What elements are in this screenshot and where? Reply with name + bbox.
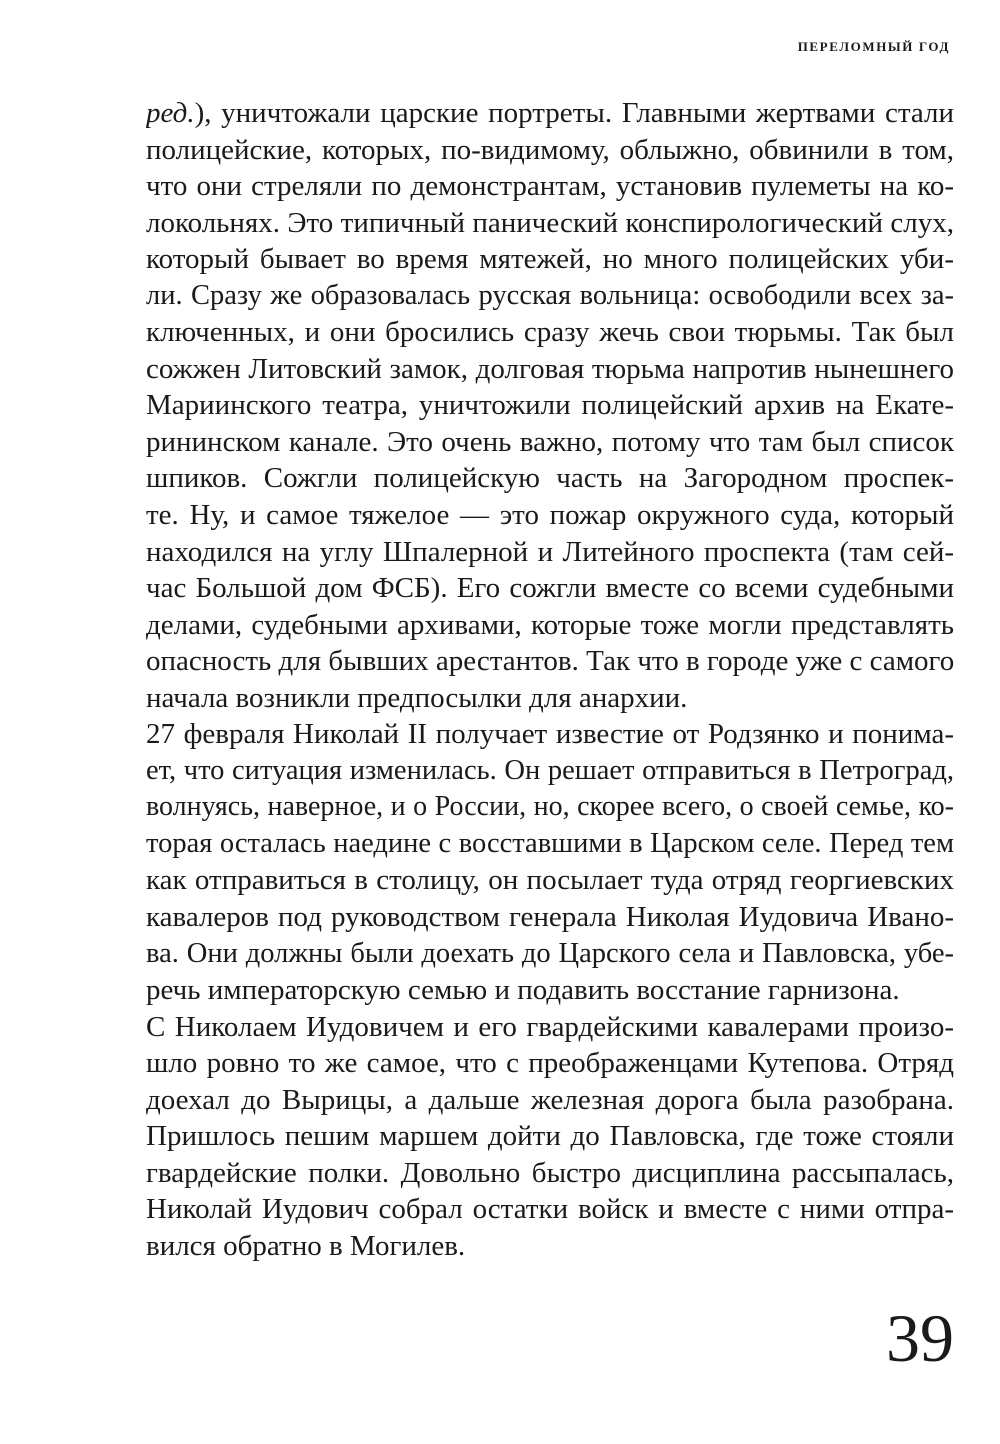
line-text: те. Ну, и самое тяжелое — это пожар окружного суда, который — [146, 499, 954, 532]
line-text: речь императорскую семью и подавить восстание гарнизона. — [146, 974, 900, 1007]
text-line — [146, 1009, 954, 1046]
text-line — [146, 1228, 954, 1265]
line-text: локольнях. Это типичный панический конспирологический слух, — [146, 206, 954, 239]
text-line — [146, 241, 954, 278]
running-head: ПЕРЕЛОМНЫЙ ГОД — [797, 39, 950, 54]
text-line — [146, 424, 954, 461]
text-line — [146, 168, 954, 205]
text-line — [146, 1155, 954, 1192]
page-number: 39 — [886, 1300, 954, 1376]
text-line — [146, 826, 954, 863]
line-text: находился на углу Шпалерной и Литейного проспекта (там сей- — [146, 535, 954, 568]
line-text: начала возникли предпосылки для анархии. — [146, 681, 688, 714]
line-text: который бывает во время мятежей, но много полицейских уби- — [146, 243, 954, 276]
text-line — [146, 789, 954, 826]
line-text: 27 февраля Николай II получает известие от Родзянко и понима- — [146, 718, 954, 751]
line-text: Николай Иудович собрал остатки войск и вместе с ними отпра- — [146, 1193, 954, 1226]
text-line — [146, 607, 954, 644]
text-line — [146, 862, 954, 899]
text-line — [146, 1118, 954, 1155]
line-text: рининском канале. Это очень важно, потому что там был список — [146, 425, 954, 458]
text-line — [146, 570, 954, 607]
text-line — [146, 205, 954, 242]
line-text: делами, судебными архивами, которые тоже могли представлять — [146, 608, 954, 641]
text-line — [146, 680, 954, 717]
italic-fragment: ред. — [146, 97, 195, 129]
text-line — [146, 972, 954, 1009]
line-text: час Большой дом ФСБ). Его сожгли вместе со всеми судебными — [146, 572, 954, 605]
line-text: Пришлось пешим маршем дойти до Павловска, где тоже стояли — [146, 1120, 954, 1153]
line-text: шло ровно то же самое, что с преображенцами Кутепова. Отряд — [146, 1047, 954, 1080]
text-line — [146, 534, 954, 571]
line-text: С Николаем Иудовичем и его гвардейскими кавалерами произо- — [146, 1010, 954, 1043]
text-line — [146, 278, 954, 315]
line-text: полицейские, которых, по-видимому, облыжно, обвинили в том, — [146, 133, 954, 166]
line-text: кавалеров под руководством генерала Николая Иудовича Ивано- — [146, 901, 954, 934]
line-text: доехал до Вырицы, а дальше железная дорога была разобрана. — [146, 1083, 954, 1116]
text-line — [146, 95, 954, 132]
line-text: опасность для бывших арестантов. Так что в городе уже с самого — [146, 645, 954, 678]
line-text: ва. Они должны были доехать до Царского села и Павловска, убе- — [146, 937, 954, 969]
text-line — [146, 132, 954, 169]
line-text: шпиков. Сожгли полицейскую часть на Загородном проспек- — [146, 462, 954, 495]
line-text: вился обратно в Могилев. — [146, 1229, 466, 1262]
text-line — [146, 899, 954, 936]
text-line — [146, 1191, 954, 1228]
text-line — [146, 314, 954, 351]
text-line — [146, 643, 954, 680]
text-line — [146, 387, 954, 424]
line-text: гвардейские полки. Довольно быстро дисциплина рассыпалась, — [146, 1156, 954, 1189]
text-line — [146, 497, 954, 534]
line-text: ), уничтожали царские портреты. Главными жертвами стали — [194, 97, 954, 129]
line-text: ет, что ситуация изменилась. Он решает отправиться в Петроград, — [146, 754, 954, 786]
text-line — [146, 1045, 954, 1082]
line-text: как отправиться в столицу, он посылает туда отряд георгиевских — [146, 864, 954, 897]
text-line — [146, 716, 954, 753]
line-text: ключенных, и они бросились сразу жечь свои тюрьмы. Так был — [146, 316, 954, 349]
line-text: ли. Сразу же образовалась русская вольница: освободили всех за- — [146, 279, 954, 311]
line-text: Мариинского театра, уничтожили полицейский архив на Екате- — [146, 389, 954, 422]
line-text: волнуясь, наверное, и о России, но, скорее всего, о своей семье, ко- — [146, 791, 954, 823]
text-line — [146, 1082, 954, 1119]
text-line — [146, 753, 954, 790]
line-text: сожжен Литовский замок, долговая тюрьма напротив нынешнего — [146, 352, 954, 385]
text-line — [146, 460, 954, 497]
line-text: что они стреляли по демонстрантам, установив пулеметы на ко- — [146, 170, 954, 203]
body-text — [146, 95, 954, 1265]
line-text: торая осталась наедине с восставшими в Царском селе. Перед тем — [146, 827, 954, 859]
text-line — [146, 351, 954, 388]
text-line — [146, 936, 954, 973]
